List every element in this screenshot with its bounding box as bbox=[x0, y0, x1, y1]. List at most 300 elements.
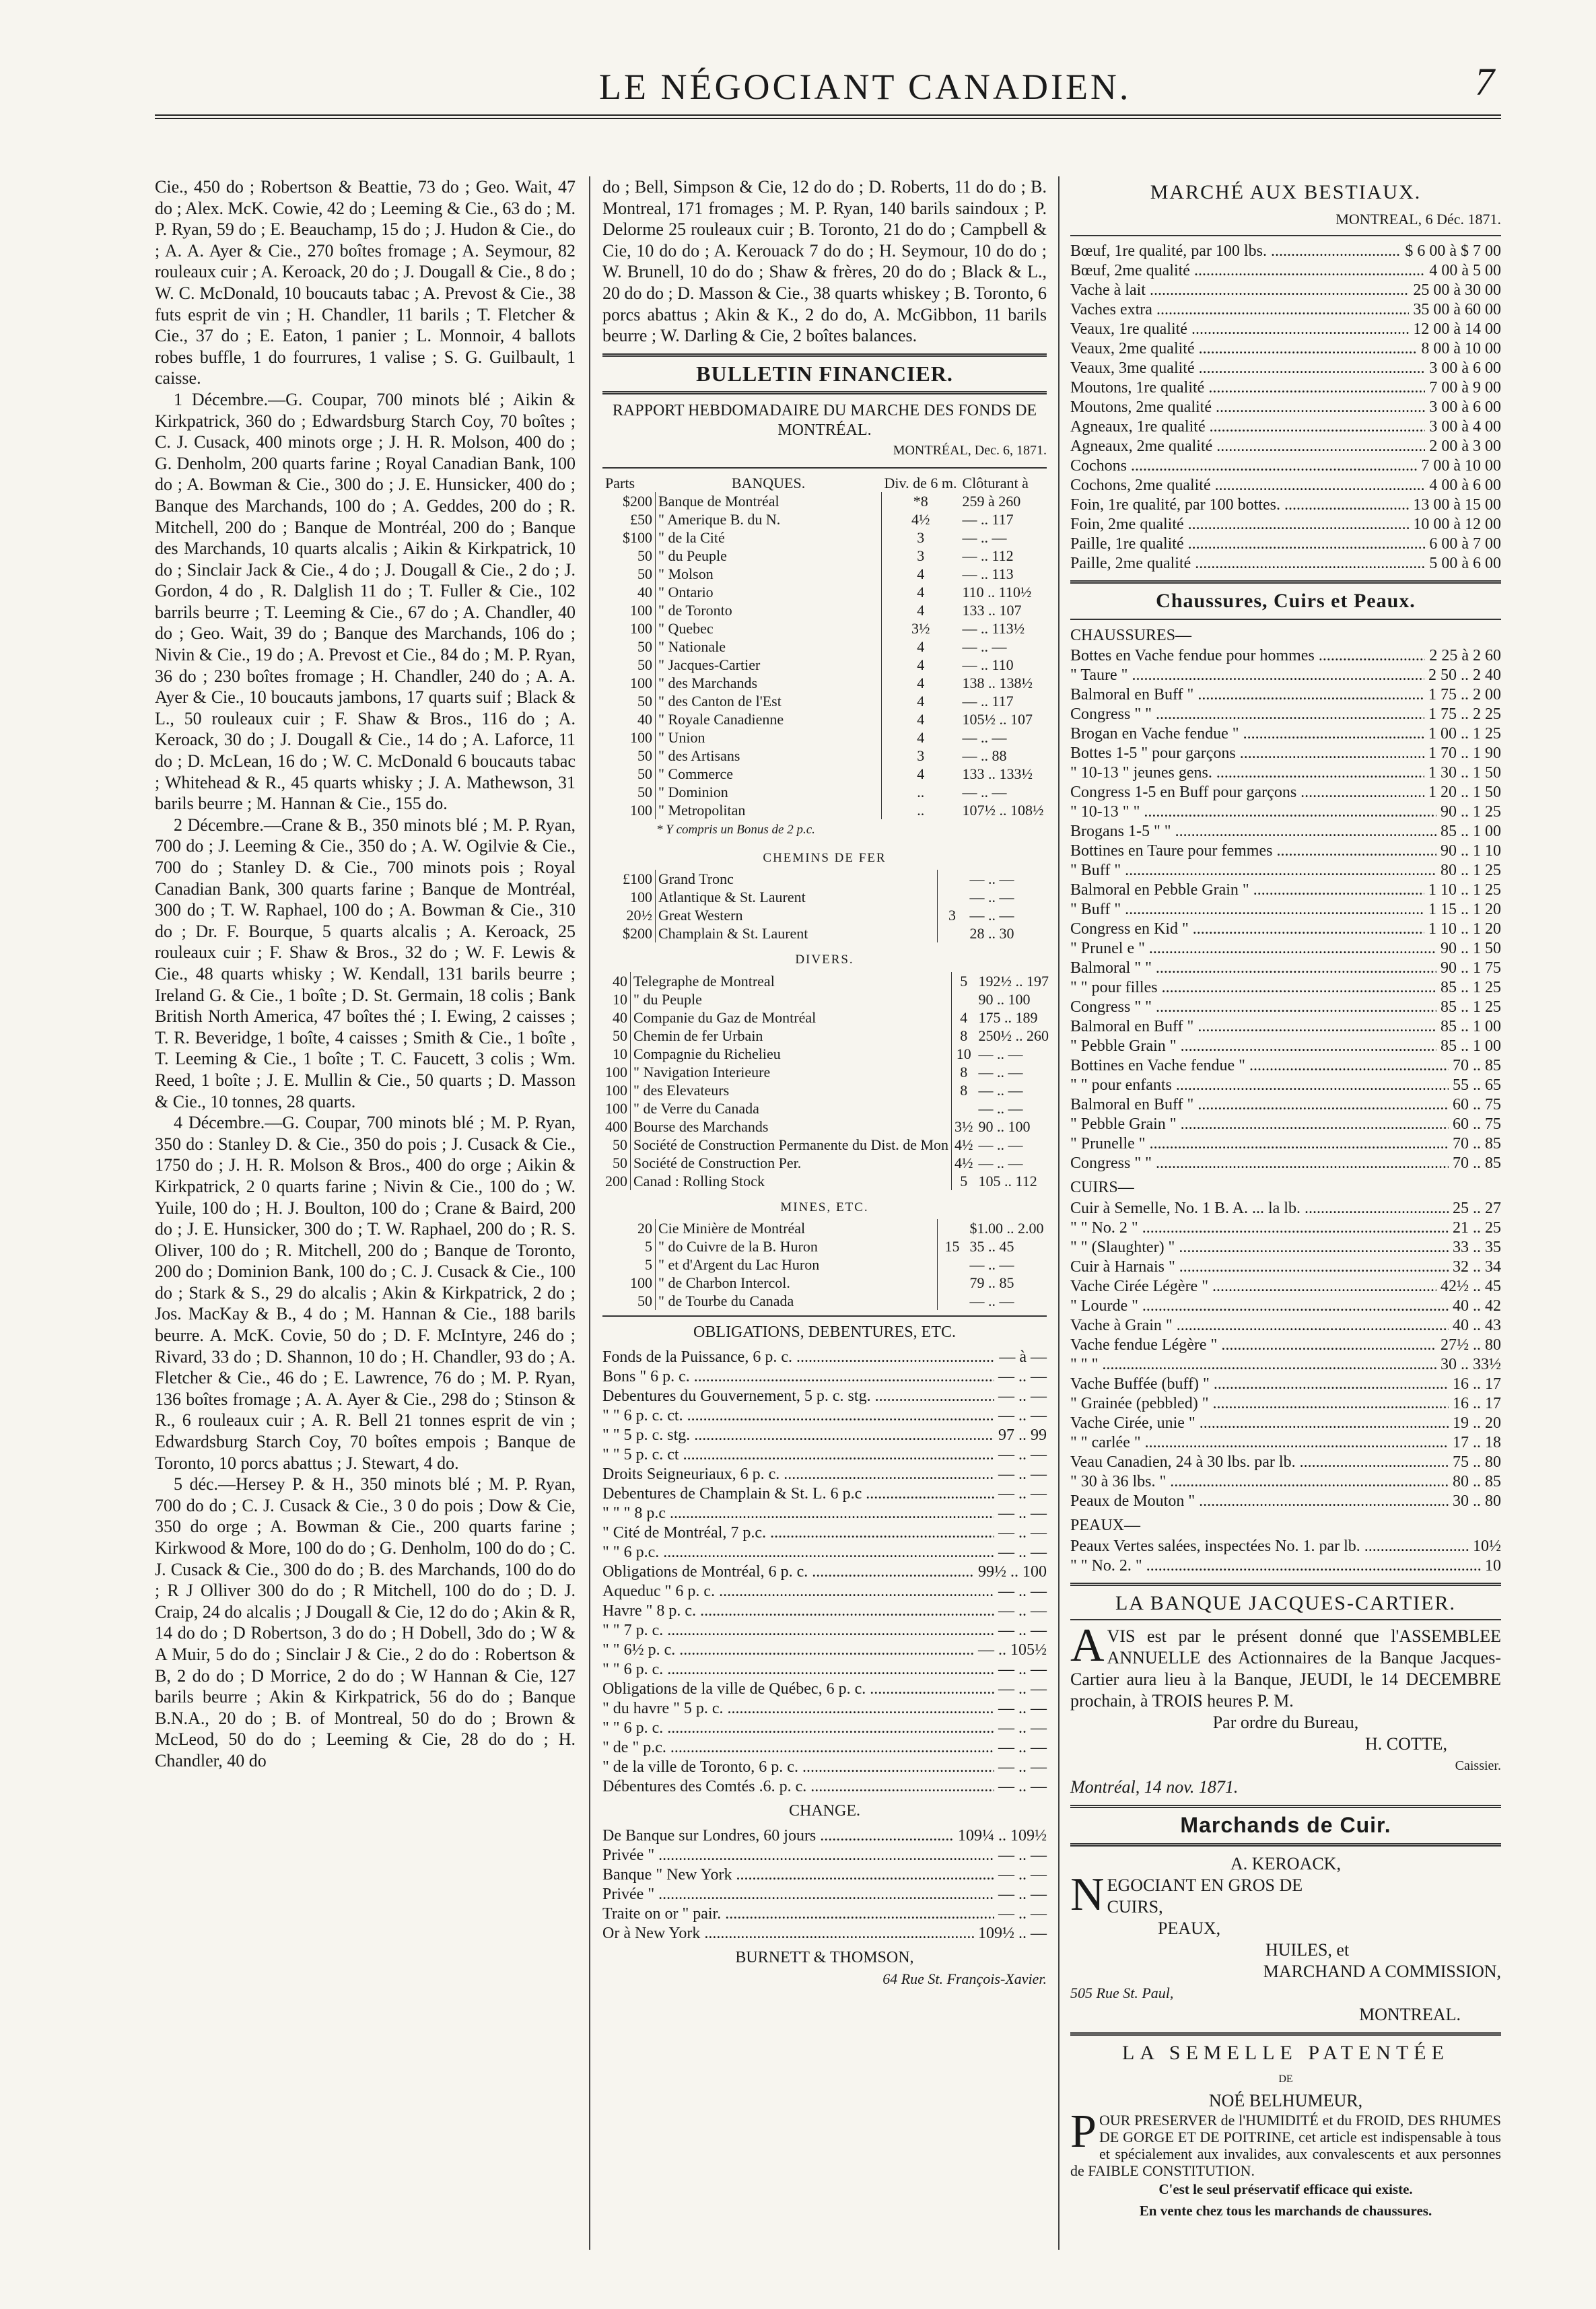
rapport-date: MONTRÉAL, Dec. 6, 1871. bbox=[893, 443, 1047, 458]
leather-row-price: 19 .. 20 bbox=[1453, 1414, 1501, 1432]
obligation-row-price: 99½ .. 100 bbox=[978, 1562, 1047, 1581]
closing-price: — .. — bbox=[962, 783, 1007, 800]
leather-row bbox=[1070, 1277, 1501, 1297]
company-name: " Jacques-Cartier bbox=[656, 656, 882, 674]
section-rule bbox=[1070, 1619, 1501, 1620]
dividend: 4 bbox=[960, 1008, 968, 1026]
dividend: 4 bbox=[917, 656, 925, 673]
dividend: 3½ bbox=[955, 1117, 973, 1135]
leather-row-label: Veau Canadien, 24 à 30 lbs. par lb. ..... bbox=[1070, 1453, 1449, 1472]
livestock-row-label: Foin, 1re qualité, par 100 bottes. ..... bbox=[1070, 495, 1409, 515]
obligation-row bbox=[602, 1543, 1047, 1562]
shoe-row bbox=[1070, 1115, 1501, 1134]
banque-role: Caissier. bbox=[1455, 1758, 1501, 1774]
change-row-label: Privée " ..... bbox=[602, 1885, 994, 1904]
semelle-ad bbox=[1070, 2105, 1501, 2179]
obligation-row-label: Obligations de la ville de Québec, 6 p. c. ..... bbox=[602, 1680, 994, 1699]
shoe-row-price: 1 10 .. 1 20 bbox=[1428, 920, 1501, 938]
obligation-row bbox=[602, 1406, 1047, 1426]
keroack-ad bbox=[1070, 1868, 1501, 2026]
leather-row-label: Cuir à Semelle, No. 1 B. A. ... la lb. ..... bbox=[1070, 1199, 1449, 1218]
livestock-row bbox=[1070, 300, 1501, 320]
leather-row-label: " 30 à 36 lbs. " ..... bbox=[1070, 1472, 1449, 1492]
obligation-row-price: — .. — bbox=[998, 1406, 1047, 1424]
share-value: 20½ bbox=[626, 907, 652, 924]
company-name: " des Artisans bbox=[656, 747, 882, 765]
hide-row bbox=[1070, 1537, 1501, 1556]
shoe-row-price: 90 .. 1 50 bbox=[1441, 940, 1501, 958]
leather-row-price: 27½ .. 80 bbox=[1441, 1336, 1501, 1354]
company-name: " Union bbox=[656, 728, 882, 747]
dividend: 5 bbox=[960, 972, 968, 990]
company-name: Great Western bbox=[656, 906, 938, 924]
column-divider bbox=[1058, 176, 1060, 2250]
livestock-row bbox=[1070, 515, 1501, 535]
shoe-row-label: " Prunelle " ..... bbox=[1070, 1134, 1449, 1154]
dividend: 4 bbox=[917, 637, 925, 655]
obligation-row-label: " " 6½ p. c. ..... bbox=[602, 1641, 974, 1660]
leather-row bbox=[1070, 1433, 1501, 1453]
closing-price: — .. — bbox=[978, 1099, 1023, 1117]
dividend: .. bbox=[917, 801, 925, 819]
share-value: 100 bbox=[630, 619, 652, 637]
obligation-row bbox=[602, 1348, 1047, 1367]
company-name: " Metropolitan bbox=[656, 801, 882, 819]
obligation-row-label: " " 5 p. c. ct ..... bbox=[602, 1445, 994, 1465]
shoe-row-price: 60 .. 75 bbox=[1453, 1115, 1501, 1134]
obligation-row bbox=[602, 1562, 1047, 1582]
dividend: 4½ bbox=[955, 1154, 973, 1171]
section-rule bbox=[1070, 1583, 1501, 1586]
shoe-row-price: 2 25 à 2 60 bbox=[1429, 647, 1501, 665]
closing-price: — .. — bbox=[978, 1081, 1023, 1099]
column-divider bbox=[589, 176, 590, 2250]
bank-row bbox=[602, 728, 1047, 747]
shoe-row bbox=[1070, 959, 1501, 978]
company-name: " Dominion bbox=[656, 783, 882, 801]
company-name: Chemin de fer Urbain bbox=[631, 1027, 952, 1045]
leather-row-label: Vache fendue Légère " ..... bbox=[1070, 1336, 1436, 1355]
mines-row bbox=[602, 1255, 1047, 1274]
share-value: 100 bbox=[605, 1099, 627, 1117]
closing-price: — .. — bbox=[978, 1154, 1023, 1171]
dividend bbox=[937, 1219, 967, 1237]
dividend bbox=[937, 870, 967, 888]
closing-price: 110 .. 110½ bbox=[962, 583, 1032, 600]
obligation-row bbox=[602, 1758, 1047, 1777]
mines-row bbox=[602, 1292, 1047, 1310]
share-value: £100 bbox=[623, 870, 652, 888]
divers-row bbox=[602, 1008, 1051, 1027]
bank-row bbox=[602, 710, 1047, 728]
change-row-label: De Banque sur Londres, 60 jours ..... bbox=[602, 1826, 954, 1846]
closing-price: — .. — bbox=[978, 1045, 1023, 1062]
bank-row bbox=[602, 492, 1047, 510]
company-name: " de Verre du Canada bbox=[631, 1099, 952, 1117]
divers-table bbox=[602, 972, 1052, 1190]
signature-name: BURNETT & THOMSON, bbox=[735, 1948, 914, 1966]
livestock-row-label: Paille, 2me qualité ..... bbox=[1070, 554, 1425, 574]
livestock-row-price: 5 00 à 6 00 bbox=[1429, 555, 1501, 573]
leather-row-label: Vache à Grain " ..... bbox=[1070, 1316, 1449, 1336]
livestock-row-price: 13 00 à 15 00 bbox=[1413, 496, 1501, 514]
obligation-row-price: — .. — bbox=[998, 1484, 1047, 1503]
livestock-row bbox=[1070, 378, 1501, 398]
closing-price: 133 .. 133½ bbox=[962, 765, 1033, 782]
obligation-row bbox=[602, 1504, 1047, 1523]
share-value: 100 bbox=[630, 728, 652, 746]
shoe-row bbox=[1070, 1154, 1501, 1173]
obligation-row bbox=[602, 1387, 1047, 1406]
livestock-row bbox=[1070, 320, 1501, 339]
shoe-row-price: 60 .. 75 bbox=[1453, 1096, 1501, 1114]
obligation-row-label: " Cité de Montréal, 7 p.c. ..... bbox=[602, 1523, 994, 1543]
hide-row-price: 10½ bbox=[1473, 1537, 1501, 1555]
hide-row-label: Peaux Vertes salées, inspectées No. 1. par lb. ..... bbox=[1070, 1537, 1469, 1556]
divers-row bbox=[602, 1045, 1051, 1063]
dividend: 4 bbox=[917, 692, 925, 710]
shoe-row bbox=[1070, 1076, 1501, 1095]
hide-row-price: 10 bbox=[1485, 1556, 1501, 1575]
change-row-price: — .. — bbox=[998, 1865, 1047, 1884]
livestock-row-label: Bœuf, 1re qualité, par 100 lbs. ..... bbox=[1070, 242, 1401, 261]
bank-row bbox=[602, 547, 1047, 565]
obligation-row-label: " " " 8 p.c ..... bbox=[602, 1504, 994, 1523]
shoe-row-label: Bottines en Vache fendue " ..... bbox=[1070, 1056, 1449, 1076]
hide-row bbox=[1070, 1556, 1501, 1576]
dividend: 4 bbox=[917, 565, 925, 582]
livestock-row bbox=[1070, 476, 1501, 495]
leather-row bbox=[1070, 1316, 1501, 1336]
shoe-row bbox=[1070, 1037, 1501, 1056]
livestock-row-price: 7 00 à 9 00 bbox=[1429, 379, 1501, 397]
company-name: " de Tourbe du Canada bbox=[656, 1292, 938, 1310]
company-name: Atlantique & St. Laurent bbox=[656, 888, 938, 906]
shoe-row bbox=[1070, 881, 1501, 900]
obligation-row-label: " " 5 p. c. stg. ..... bbox=[602, 1426, 994, 1445]
drop-cap: A bbox=[1070, 1620, 1105, 1672]
livestock-row-label: Veaux, 3me qualité ..... bbox=[1070, 359, 1425, 378]
shoe-row-price: 1 15 .. 1 20 bbox=[1428, 901, 1501, 919]
shoe-row-label: " Buff " ..... bbox=[1070, 900, 1424, 920]
obligation-row-label: " de la ville de Toronto, 6 p. c. ..... bbox=[602, 1758, 994, 1777]
shoe-row bbox=[1070, 998, 1501, 1017]
dividend: 4 bbox=[917, 601, 925, 619]
company-name: " Amerique B. du N. bbox=[656, 510, 882, 528]
closing-price: — .. 117 bbox=[962, 692, 1014, 710]
hides-price-list bbox=[1070, 1537, 1501, 1576]
share-value: 50 bbox=[637, 692, 652, 710]
change-list bbox=[602, 1826, 1047, 1943]
shoe-row-price: 85 .. 1 25 bbox=[1441, 979, 1501, 997]
shoe-row bbox=[1070, 939, 1501, 959]
livestock-row bbox=[1070, 359, 1501, 378]
rapport-title: RAPPORT HEBDOMADAIRE DU MARCHE DES FONDS DE MONTRÉAL. bbox=[612, 402, 1037, 440]
divers-row bbox=[602, 1081, 1051, 1099]
company-name: " Commerce bbox=[656, 765, 882, 783]
obligation-row bbox=[602, 1445, 1047, 1465]
shoe-row bbox=[1070, 1134, 1501, 1154]
company-name: Cie Minière de Montréal bbox=[656, 1219, 938, 1237]
shoes-price-list bbox=[1070, 646, 1501, 1173]
obligation-row-label: Bons " 6 p. c. ..... bbox=[602, 1367, 994, 1387]
obligations-title: OBLIGATIONS, DEBENTURES, ETC. bbox=[693, 1323, 956, 1342]
obligation-row bbox=[602, 1523, 1047, 1543]
obligation-row-price: — à — bbox=[999, 1348, 1047, 1366]
railway-row bbox=[602, 906, 1047, 924]
change-row-label: Traite on or " pair. ..... bbox=[602, 1904, 994, 1924]
closing-price: — .. 112 bbox=[962, 547, 1014, 564]
section-rule bbox=[1070, 1805, 1501, 1808]
company-name: " du Peuple bbox=[631, 990, 952, 1008]
obligation-row-price: — .. — bbox=[998, 1719, 1047, 1737]
shoe-row bbox=[1070, 744, 1501, 763]
keroack-city: MONTREAL. bbox=[1359, 2004, 1461, 2024]
railway-row bbox=[602, 924, 1047, 942]
change-row-label: Privée " ..... bbox=[602, 1846, 994, 1865]
shoe-row-label: Congress " " ..... bbox=[1070, 705, 1424, 724]
shoe-row bbox=[1070, 685, 1501, 705]
share-value: 100 bbox=[605, 1063, 627, 1080]
livestock-row-label: Agneaux, 2me qualité ..... bbox=[1070, 437, 1425, 456]
shoe-row bbox=[1070, 841, 1501, 861]
shoe-row bbox=[1070, 822, 1501, 841]
leather-row bbox=[1070, 1414, 1501, 1433]
banque-signature: H. COTTE, bbox=[1364, 1734, 1447, 1754]
leather-row-price: 32 .. 34 bbox=[1453, 1257, 1501, 1276]
section-rule bbox=[1070, 1843, 1501, 1847]
shoe-row-price: 1 00 .. 1 25 bbox=[1428, 725, 1501, 743]
bank-row bbox=[602, 528, 1047, 547]
livestock-row bbox=[1070, 339, 1501, 359]
share-value: 100 bbox=[630, 601, 652, 619]
share-value: 50 bbox=[637, 547, 652, 564]
change-row bbox=[602, 1846, 1047, 1865]
newspaper-title: LE NÉGOCIANT CANADIEN. bbox=[599, 67, 1132, 107]
leather-row bbox=[1070, 1472, 1501, 1492]
arrivals-paragraph: Cie., 450 do ; Robertson & Beattie, 73 do ; Geo. Wait, 47 do ; Alex. McK. Cowie, 42 do ; Leeming & Cie., 63 do ; M. P. Ryan, 59 do ; E. Beauchamp, 15 do ; J. Hudon & Cie., do ; A. A. Ayer & Cie., 270 boîtes fromage ; A. Seymour, 82 rouleaux cuir ; A. Keroack, 20 do ; J. Dougall & Cie., 8 do ; W. C. McDonald, 10 boucauts tabac ; A. Prevost & Cie., 38 futs esprit de vin ; H. Chandler, 11 barils ; T. Fletcher & Cie., 37 do ; E. Eaton, 1 panier ; L. Monnoir, 4 ballots robes buffle, 1 do fourrures, 1 valise ; S. G. Guilbault, 1 caisse. bbox=[155, 177, 576, 388]
share-value: 50 bbox=[637, 783, 652, 800]
obligation-row bbox=[602, 1738, 1047, 1758]
dividend bbox=[937, 1292, 967, 1310]
obligations-list bbox=[602, 1348, 1047, 1797]
dividend: 8 bbox=[960, 1027, 968, 1044]
dividend: 4 bbox=[917, 710, 925, 728]
livestock-row-label: Bœuf, 2me qualité ..... bbox=[1070, 261, 1425, 281]
obligation-row bbox=[602, 1601, 1047, 1621]
semelle-text: OUR PRESERVER de l'HUMIDITÉ et du FROID, DES RHUMES DE GORGE ET DE POITRINE, cet article est indispensable à tous et spécialement aux invalides, aux convalescents et aux personnes de FAIBLE CONSTITUTION. bbox=[1070, 2111, 1501, 2179]
livestock-row-price: 7 00 à 10 00 bbox=[1421, 457, 1501, 475]
company-name: " de Charbon Intercol. bbox=[656, 1274, 938, 1292]
banks-table bbox=[602, 474, 1047, 819]
closing-price: 133 .. 107 bbox=[962, 601, 1022, 619]
obligation-row bbox=[602, 1582, 1047, 1601]
company-name: " Nationale bbox=[656, 637, 882, 656]
bank-table-header: BANQUES. bbox=[731, 474, 806, 491]
company-name: Canad : Rolling Stock bbox=[631, 1172, 952, 1190]
divers-row bbox=[602, 1154, 1051, 1172]
closing-price: — .. — bbox=[978, 1063, 1023, 1080]
company-name: " de la Cité bbox=[656, 528, 882, 547]
share-value: 5 bbox=[645, 1238, 652, 1255]
leather-row bbox=[1070, 1394, 1501, 1414]
shoe-row bbox=[1070, 646, 1501, 666]
share-value: 50 bbox=[613, 1136, 627, 1153]
shoe-row-price: 1 70 .. 1 90 bbox=[1428, 745, 1501, 763]
shoe-row bbox=[1070, 705, 1501, 724]
section-rule bbox=[602, 353, 1047, 357]
dividend bbox=[937, 888, 967, 906]
shoe-row-label: " Taure " ..... bbox=[1070, 666, 1424, 685]
share-value: 100 bbox=[630, 801, 652, 819]
obligation-row bbox=[602, 1641, 1047, 1660]
bank-row bbox=[602, 510, 1047, 528]
change-row-price: — .. — bbox=[998, 1846, 1047, 1864]
shoe-row-label: Congress " " ..... bbox=[1070, 1154, 1449, 1173]
dividend bbox=[952, 990, 976, 1008]
dividend: 15 bbox=[944, 1238, 960, 1255]
banque-order: Par ordre du Bureau, bbox=[1212, 1713, 1359, 1733]
closing-price: — .. 88 bbox=[962, 747, 1007, 764]
change-row bbox=[602, 1924, 1047, 1943]
bank-row bbox=[602, 692, 1047, 710]
leather-row bbox=[1070, 1355, 1501, 1375]
obligation-row-label: " de " p.c. ..... bbox=[602, 1738, 994, 1758]
obligation-row-price: — .. — bbox=[998, 1367, 1047, 1385]
leather-row-price: 16 .. 17 bbox=[1453, 1375, 1501, 1393]
signature-address: 64 Rue St. François-Xavier. bbox=[882, 1970, 1047, 1988]
divers-row bbox=[602, 1172, 1051, 1190]
divers-row bbox=[602, 990, 1051, 1008]
livestock-row-label: Moutons, 2me qualité ..... bbox=[1070, 398, 1425, 417]
shoe-row bbox=[1070, 1056, 1501, 1076]
company-name: " du Peuple bbox=[656, 547, 882, 565]
company-name: Champlain & St. Laurent bbox=[656, 924, 938, 942]
share-value: 100 bbox=[630, 1274, 652, 1292]
shoe-row bbox=[1070, 900, 1501, 920]
share-value: $100 bbox=[623, 528, 652, 546]
bank-table-header: Parts bbox=[605, 474, 635, 491]
obligation-row bbox=[602, 1680, 1047, 1699]
company-name: " de Toronto bbox=[656, 601, 882, 619]
obligation-row-label: " " 6 p.c. ..... bbox=[602, 1543, 994, 1562]
arrivals-paragraph: 2 Décembre.—Crane & B., 350 minots blé ; M. P. Ryan, 700 do ; J. Leeming & Cie., 350 do ; A. W. Ogilvie & Cie., 700 do ; Stanley D. & Cie., 700 minots pois ; Royal Canadian Bank, 300 quarts farine ; Banque de Montréal, 300 do ; T. W. Raphael, 100 do ; A. Bowman & Cie., 310 do ; Dr. F. Bourque, 5 quarts alcalis ; A. Keroack, 25 rouleaux cuir ; F. Shaw & Bros., 32 do ; W. F. Lewis & Cie., 48 quarts whisky ; W. Kendall, 131 barils beurre ; Ireland G. & Cie., 1 boîte ; D. St. Germain, 18 colis ; Bank British North America, 47 boîtes thé ; I. Ewing, 2 caisses ; T. R. Beveridge, 1 boîte, 4 caisses ; Smith & Cie., 1 boîte , T. Leeming & Cie., 1 boîte ; T. C. Faucett, 3 colis ; Wm. Reed, 1 boîte ; J. E. Mullin & Cie., 50 quarts ; D. Masson & Cie., 10 tonnes, 28 quarts. bbox=[155, 815, 576, 1111]
page-number: 7 bbox=[1475, 60, 1494, 104]
shoe-row-price: 1 20 .. 1 50 bbox=[1428, 784, 1501, 802]
bank-row bbox=[602, 565, 1047, 583]
chaussures-title: Chaussures, Cuirs et Peaux. bbox=[1156, 590, 1416, 613]
closing-price: — .. — bbox=[969, 889, 1014, 906]
leather-row-label: Cuir à Harnais " ..... bbox=[1070, 1257, 1449, 1277]
company-name: Banque de Montréal bbox=[656, 492, 882, 510]
leather-row-label: " " " ..... bbox=[1070, 1355, 1436, 1375]
share-value: 10 bbox=[613, 1045, 627, 1062]
closing-price: — .. 117 bbox=[962, 510, 1014, 528]
chaussures-subtitle: CHAUSSURES— bbox=[1070, 626, 1192, 644]
shoe-row-label: " " pour filles ..... bbox=[1070, 978, 1436, 998]
keroack-line: MARCHAND A COMMISSION, bbox=[1263, 1961, 1501, 1981]
company-name: " Royale Canadienne bbox=[656, 710, 882, 728]
closing-price: 259 à 260 bbox=[962, 492, 1021, 510]
closing-price: 90 .. 100 bbox=[978, 990, 1031, 1008]
share-value: 50 bbox=[613, 1154, 627, 1171]
cuir-merchants-title: Marchands de Cuir. bbox=[1180, 1813, 1391, 1838]
divers-row bbox=[602, 1117, 1051, 1136]
shoe-row-label: " Prunel e " ..... bbox=[1070, 939, 1436, 959]
dividend: 10 bbox=[956, 1045, 971, 1062]
closing-price: — .. 113½ bbox=[962, 619, 1025, 637]
banque-notice-text: VIS est par le présent donné que l'ASSEMBLEE ANNUELLE des Actionnaires de la Banque Jacques-Cartier aura lieu à la Banque, JEUDI, le 14 DECEMBRE prochain, à TROIS heures P. M. bbox=[1070, 1626, 1501, 1711]
finance-column bbox=[602, 176, 1047, 2250]
leather-row-label: Peaux de Mouton " ..... bbox=[1070, 1492, 1449, 1511]
closing-price: — .. — bbox=[978, 1136, 1023, 1153]
leather-row bbox=[1070, 1218, 1501, 1238]
mines-row bbox=[602, 1237, 1047, 1255]
banque-notice bbox=[1070, 1620, 1501, 1712]
share-value: 50 bbox=[637, 656, 652, 673]
shoe-row bbox=[1070, 861, 1501, 881]
company-name: " do Cuivre de la B. Huron bbox=[656, 1237, 938, 1255]
livestock-row bbox=[1070, 281, 1501, 300]
livestock-row-price: 6 00 à 7 00 bbox=[1429, 535, 1501, 553]
share-value: £50 bbox=[630, 510, 652, 528]
livestock-row-label: Agneaux, 1re qualité ..... bbox=[1070, 417, 1425, 437]
obligation-row-label: " " 6 p. c. ..... bbox=[602, 1719, 994, 1738]
obligation-row-label: " " 6 p. c. ..... bbox=[602, 1660, 994, 1680]
table-rule bbox=[602, 1315, 1047, 1317]
obligation-row-price: — .. — bbox=[998, 1601, 1047, 1620]
section-rule bbox=[1070, 619, 1501, 620]
leather-row-label: " Lourde " ..... bbox=[1070, 1297, 1449, 1316]
shoe-row-label: Balmoral en Buff " ..... bbox=[1070, 1095, 1449, 1115]
dividend bbox=[937, 924, 967, 942]
dividend: 4½ bbox=[911, 510, 930, 528]
shoe-row-label: Balmoral " " ..... bbox=[1070, 959, 1436, 978]
closing-price: 28 .. 30 bbox=[969, 925, 1014, 942]
company-name: " des Canton de l'Est bbox=[656, 692, 882, 710]
page-header bbox=[155, 20, 1501, 121]
obligation-row bbox=[602, 1465, 1047, 1484]
shoe-row-label: " Pebble Grain " ..... bbox=[1070, 1037, 1436, 1056]
change-row-price: — .. — bbox=[998, 1904, 1047, 1923]
section-rule bbox=[1070, 235, 1501, 236]
peaux-subtitle: PEAUX— bbox=[1070, 1516, 1141, 1534]
livestock-row bbox=[1070, 242, 1501, 261]
semelle-name: NOÉ BELHUMEUR, bbox=[1208, 2090, 1363, 2110]
shoe-row-label: Bottines en Taure pour femmes ..... bbox=[1070, 841, 1436, 861]
shoe-row bbox=[1070, 978, 1501, 998]
arrivals-continuation: do ; Bell, Simpson & Cie, 12 do do ; D. Roberts, 11 do do ; B. Montreal, 171 fromages ; M. P. Ryan, 140 barils saindoux ; P. Delorme 25 rouleaux cuir ; B. Toronto, 21 do do ; Campbell & Cie, 10 do do ; A. Kerouack 7 do do ; H. Seymour, 10 do do ; W. Brunell, 10 do do ; Shaw & frères, 20 do do ; Black & L., 20 do do ; D. Masson & Cie., 38 quarts whiskey ; B. Toronto, 6 porcs abattus ; Akin & K., 2 do do, A. McGibbon, 11 barils beurre ; W. Darling & Cie, 2 boîtes balances. bbox=[602, 177, 1047, 346]
leather-row-label: " " carlée " ..... bbox=[1070, 1433, 1449, 1453]
keroack-line: PEAUX, bbox=[1158, 1918, 1221, 1938]
obligation-row-price: — .. — bbox=[998, 1445, 1047, 1463]
closing-price: — .. — bbox=[962, 528, 1007, 546]
closing-price: — .. — bbox=[969, 870, 1014, 888]
closing-price: $1.00 .. 2.00 bbox=[969, 1220, 1044, 1237]
semelle-title: LA SEMELLE PATENTÉE bbox=[1122, 2041, 1449, 2064]
shoe-row-label: Congress en Kid " ..... bbox=[1070, 920, 1424, 939]
closing-price: 107½ .. 108½ bbox=[962, 801, 1044, 819]
obligation-row-label: " " 7 p. c. ..... bbox=[602, 1621, 994, 1641]
bank-row bbox=[602, 656, 1047, 674]
obligation-row bbox=[602, 1426, 1047, 1445]
leather-row-label: Vache Buffée (buff) " ..... bbox=[1070, 1375, 1449, 1394]
leather-row-price: 33 .. 35 bbox=[1453, 1238, 1501, 1256]
livestock-row-label: Foin, 2me qualité ..... bbox=[1070, 515, 1409, 535]
dividend: 3 bbox=[917, 528, 925, 546]
livestock-row bbox=[1070, 495, 1501, 515]
dividend: *8 bbox=[913, 492, 928, 510]
